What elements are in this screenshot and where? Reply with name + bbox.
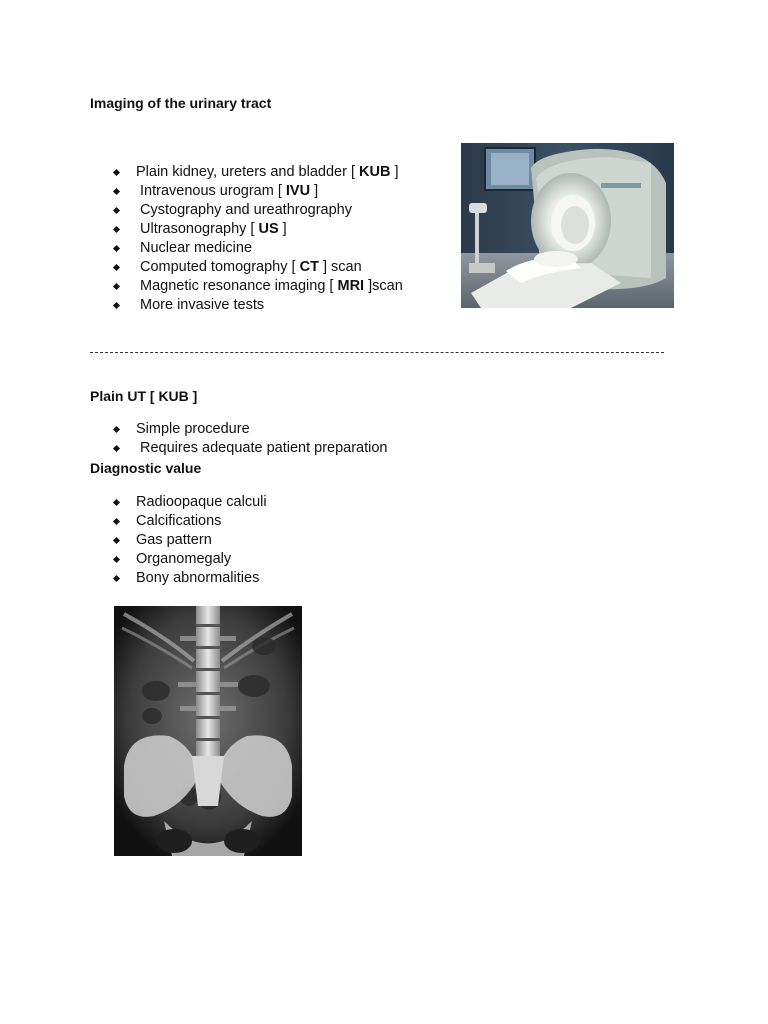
mri-scanner-image [461, 143, 674, 308]
bullet-icon [113, 226, 120, 233]
bullet-icon [113, 445, 120, 452]
plain-ut-list [114, 420, 387, 458]
list-item: Radioopaque calculi [114, 493, 267, 512]
section-divider [90, 352, 664, 353]
bullet-icon [113, 518, 120, 525]
bullet-icon [113, 169, 120, 176]
list-item: Calcifications [114, 512, 267, 531]
bullet-icon [113, 264, 120, 271]
diagnostic-value-list [114, 493, 267, 588]
list-item: Magnetic resonance imaging [ MRI ]scan [114, 277, 403, 296]
list-item: Organomegaly [114, 550, 267, 569]
list-item: Computed tomography [ CT ] scan [114, 258, 403, 277]
kub-xray-image [114, 606, 302, 856]
bullet-icon [113, 302, 120, 309]
section-title-plain-ut: Plain UT [ KUB ] [90, 388, 198, 404]
kub-xray-illustration [114, 606, 302, 856]
bullet-icon [113, 188, 120, 195]
list-item: Ultrasonography [ US ] [114, 220, 403, 239]
bullet-icon [113, 283, 120, 290]
bullet-icon [113, 556, 120, 563]
list-item: More invasive tests [114, 296, 403, 315]
list-item: Gas pattern [114, 531, 267, 550]
list-item: Cystography and ureathrography [114, 201, 403, 220]
section-title-diagnostic-value: Diagnostic value [90, 460, 202, 476]
bullet-icon [113, 537, 120, 544]
list-item: Plain kidney, ureters and bladder [ KUB ] [114, 163, 403, 182]
list-item: Simple procedure [114, 420, 387, 439]
bullet-icon [113, 499, 120, 506]
list-item: Nuclear medicine [114, 239, 403, 258]
section-title-imaging: Imaging of the urinary tract [90, 95, 272, 111]
imaging-list [114, 163, 403, 315]
mri-scanner-illustration [461, 143, 674, 308]
bullet-icon [113, 207, 120, 214]
bullet-icon [113, 426, 120, 433]
bullet-icon [113, 575, 120, 582]
list-item: Intravenous urogram [ IVU ] [114, 182, 403, 201]
bullet-icon [113, 245, 120, 252]
list-item: Requires adequate patient preparation [114, 439, 387, 458]
list-item: Bony abnormalities [114, 569, 267, 588]
